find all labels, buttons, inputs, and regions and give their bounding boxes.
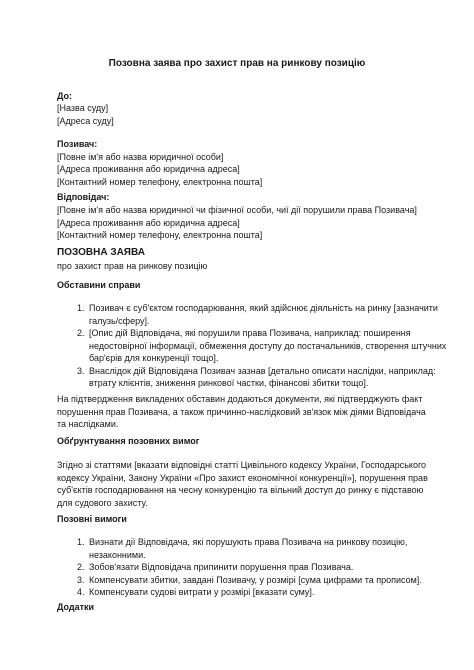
list-item: 3. Внаслідок дій Відповідача Позивач зазнав [детально описати наслідки, наприклад: втрату клієнтів, зниження ринкової частки, фінансові збитки тощо]. bbox=[87, 365, 459, 390]
plaintiff-label: Позивач: bbox=[57, 139, 98, 149]
justification-paragraph: Згідно зі статтями [вказати відповідні статті Цивільного кодексу України, Господарського кодексу України, Закону України «Про захист економічної конкуренції»], порушення прав суб'єктів господарювання на чесну конкуренцію та вільний доступ до ринку є підставою для судового захисту. bbox=[57, 460, 428, 508]
demands-list bbox=[57, 536, 459, 599]
claim-heading: ПОЗОВНА ЗАЯВА bbox=[57, 247, 145, 258]
circumstances-list bbox=[57, 302, 459, 390]
defendant-address: [Адреса проживання або юридична адреса] bbox=[57, 218, 240, 228]
court-name: [Назва суду] bbox=[57, 103, 109, 113]
court-address: [Адреса суду] bbox=[57, 116, 114, 126]
list-item: 3. Компенсувати збитки, завдані Позивачу, у розмірі [сума цифрами та прописом]. bbox=[87, 574, 459, 587]
defendant-contact: [Контактний номер телефону, електронна пошта] bbox=[57, 230, 263, 240]
document-title: Позовна заява про захист прав на ринкову позицію bbox=[108, 58, 366, 69]
circumstances-paragraph: На підтвердження викладених обставин додаються документи, які підтверджують факт порушення прав Позивача, а також причинно-наслідковий зв'язок між діями Відповідача та наслідками. bbox=[57, 394, 426, 429]
circumstances-heading: Обставини справи bbox=[57, 280, 141, 290]
list-item: 2. Зобов'язати Відповідача припинити порушення прав Позивача. bbox=[87, 561, 459, 574]
to-label: До: bbox=[57, 91, 73, 101]
justification-heading: Обґрунтування позовних вимог bbox=[57, 436, 200, 446]
list-item: 2. [Опис дій Відповідача, які порушили права Позивача, наприклад: поширення недостовірної інформації, обмеження доступу до постачальників, створення штучних бар'єрів для конкуренції тощо]. bbox=[87, 327, 459, 365]
plaintiff-contact: [Контактний номер телефону, електронна пошта] bbox=[57, 177, 263, 187]
list-item: 1. Позивач є суб'єктом господарювання, який здійснює діяльність на ринку [зазначити галузь/сферу]. bbox=[87, 302, 459, 327]
attachments-heading: Додатки bbox=[57, 602, 95, 612]
defendant-name: [Повне ім'я або назва юридичної чи фізичної особи, чиї дії порушили права Позивача] bbox=[57, 205, 417, 215]
list-item: 4. Компенсувати судові витрати у розмірі [вказати суму]. bbox=[87, 586, 459, 599]
list-item: 1. Визнати дії Відповідача, які порушують права Позивача на ринкову позицію, незаконними. bbox=[87, 536, 459, 561]
defendant-label: Відповідач: bbox=[57, 192, 110, 202]
plaintiff-name: [Повне ім'я або назва юридичної особи] bbox=[57, 152, 224, 162]
claim-subheading: про захист прав на ринкову позицію bbox=[57, 261, 208, 271]
demands-heading: Позовні вимоги bbox=[57, 514, 127, 524]
plaintiff-address: [Адреса проживання або юридична адреса] bbox=[57, 164, 240, 174]
